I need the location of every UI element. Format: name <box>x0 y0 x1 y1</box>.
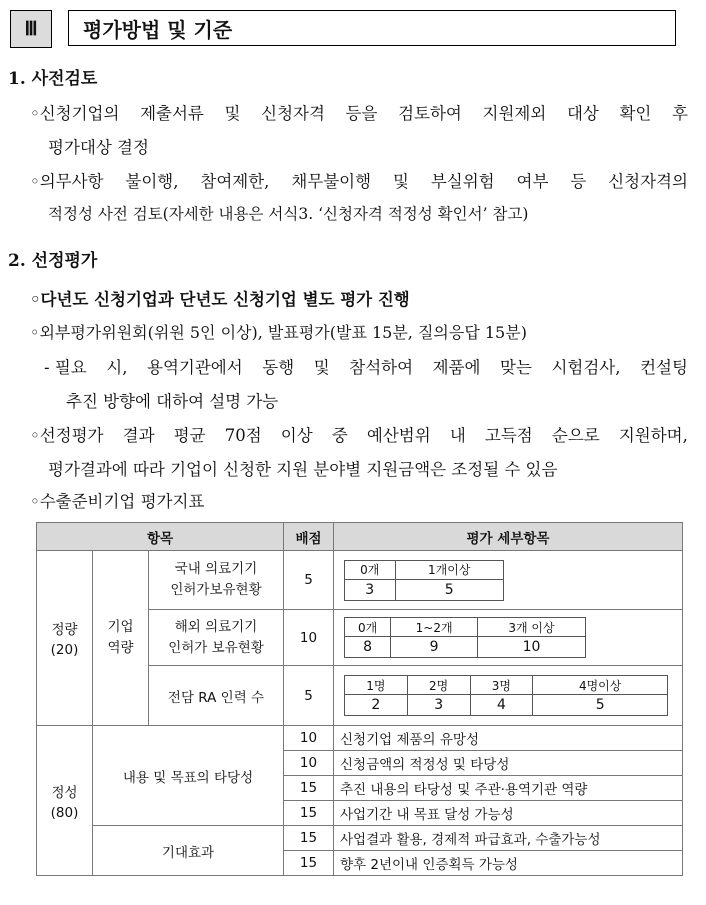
grid-value-cell: 10 <box>477 637 585 658</box>
word: 평균 <box>173 426 206 445</box>
s2-dash-line1 <box>44 354 688 378</box>
header-item: 항목 <box>37 523 284 551</box>
word: 부실위험 <box>430 172 495 191</box>
grid-header-cell: 2명 <box>407 676 470 695</box>
quant-row-score: 10 <box>284 610 334 666</box>
word: 참여제한, <box>200 172 270 191</box>
word: 맞는 <box>500 358 532 377</box>
word: - 필요 <box>44 358 87 377</box>
qual-row-score: 15 <box>284 826 334 851</box>
qual-row-score: 15 <box>284 851 334 876</box>
quant-label-cell <box>37 551 93 726</box>
qual-group1: 내용 및 목표의 타당성 <box>93 726 284 826</box>
grid-value-cell: 9 <box>391 637 478 658</box>
quant-points: (20) <box>50 642 79 658</box>
word: 내 <box>449 426 466 445</box>
score-grid <box>344 617 586 658</box>
qual-label: 정성 <box>51 784 78 801</box>
word: 제품에 <box>432 358 481 377</box>
word: 지원하며, <box>618 426 688 445</box>
table-row <box>37 551 683 610</box>
grid-value-row <box>345 695 668 716</box>
word: ◦의무사항 <box>30 172 104 191</box>
chapter-title: 평가방법 및 기준 <box>68 10 676 46</box>
word: 등 <box>570 172 587 191</box>
s1-bullet1-line2: 평가대상 결정 <box>48 138 149 157</box>
s1-bullet2-line1 <box>30 168 688 192</box>
table-header-row <box>37 523 683 551</box>
chapter-number: Ⅲ <box>10 10 52 48</box>
word: 컨설팅 <box>640 358 688 377</box>
grid-header-cell: 1명 <box>345 676 408 695</box>
word: 중 <box>331 426 348 445</box>
s1-bullet2-line2: 적정성 사전 검토(자세한 내용은 서식3. ‘신청자격 적정성 확인서’ 참고) <box>48 205 529 223</box>
word: 동행 <box>262 358 295 377</box>
grid-value-cell: 3 <box>345 579 396 600</box>
word: 및 <box>224 104 241 123</box>
grid-header-cell: 3개 이상 <box>477 618 585 637</box>
word: 제출서류 <box>140 104 204 123</box>
qual-row-text: 사업기간 내 목표 달성 가능성 <box>334 801 683 826</box>
word: 여부 <box>516 172 549 191</box>
grid-header-cell: 0개 <box>345 618 391 637</box>
grid-value-cell: 3 <box>407 695 470 716</box>
section1-heading: 1. 사전검토 <box>8 69 98 89</box>
quant-row-name: 국내 의료기기 인허가보유현황 <box>149 551 284 610</box>
word: 참석하여 <box>349 358 414 377</box>
grid-value-row <box>345 637 586 658</box>
grid-header-cell: 1개이상 <box>395 560 503 579</box>
section2-heading: 2. 선정평가 <box>8 251 98 271</box>
word: 고득점 <box>484 426 533 445</box>
qual-row-text: 신청금액의 적정성 및 타당성 <box>334 751 683 776</box>
evaluation-table <box>36 522 683 876</box>
word: 70점 <box>224 426 262 445</box>
qual-row-text: 신청기업 제품의 유망성 <box>334 726 683 751</box>
qual-row-text: 추진 내용의 타당성 및 주관·용역기관 역량 <box>334 776 683 801</box>
quant-row-name: 전담 RA 인력 수 <box>149 666 284 726</box>
grid-value-cell: 5 <box>395 579 503 600</box>
qual-label-cell <box>37 726 93 876</box>
qual-row-score: 15 <box>284 801 334 826</box>
grid-header-cell: 4명이상 <box>533 676 668 695</box>
score-grid <box>344 560 504 601</box>
s2-bullet3-line1 <box>30 422 688 446</box>
quant-group: 기업 역량 <box>93 551 149 726</box>
word: 불이행, <box>125 172 179 191</box>
word: 및 <box>392 172 409 191</box>
word: 용역기관에서 <box>147 358 243 377</box>
s2-bullet4: ◦수출준비기업 평가지표 <box>30 492 205 511</box>
table-row <box>37 826 683 851</box>
qual-row-text: 향후 2년이내 인증획득 가능성 <box>334 851 683 876</box>
quant-row-score: 5 <box>284 666 334 726</box>
quant-row-name: 해외 의료기기 인허가 보유현황 <box>149 610 284 666</box>
table-row <box>37 726 683 751</box>
quant-label: 정량 <box>51 622 78 638</box>
qual-row-score: 10 <box>284 751 334 776</box>
word: 시, <box>106 358 128 377</box>
quant-row-detail <box>334 610 683 666</box>
word: 검토하여 <box>398 104 462 123</box>
grid-value-cell: 2 <box>345 695 408 716</box>
chapter-header <box>10 10 678 48</box>
grid-header-cell: 1~2개 <box>391 618 478 637</box>
qual-group2: 기대효과 <box>93 826 284 876</box>
s2-bullet2: ◦외부평가위원회(위원 5인 이상), 발표평가(발표 15분, 질의응답 15분) <box>30 323 527 342</box>
qual-row-score: 15 <box>284 776 334 801</box>
grid-header-row <box>345 560 504 579</box>
word: ◦선정평가 <box>30 426 104 445</box>
s2-bullet3-line2: 평가결과에 따라 기업이 신청한 지원 분야별 지원금액은 조정될 수 있음 <box>48 460 558 479</box>
grid-value-row <box>345 579 504 600</box>
word: 등을 <box>345 104 378 123</box>
grid-header-cell: 3명 <box>470 676 533 695</box>
word: 시험검사, <box>551 358 621 377</box>
grid-header-row <box>345 676 668 695</box>
grid-value-cell: 5 <box>533 695 668 716</box>
header-score: 배점 <box>284 523 334 551</box>
grid-value-cell: 4 <box>470 695 533 716</box>
quant-row-detail <box>334 551 683 610</box>
word: 지원제외 <box>482 104 547 123</box>
word: 이상 <box>280 426 313 445</box>
word: 채무불이행 <box>291 172 372 191</box>
word: 및 <box>313 358 330 377</box>
quant-row-detail <box>334 666 683 726</box>
word: 신청자격의 <box>608 172 688 191</box>
qual-row-text: 사업결과 활용, 경제적 파급효과, 수출가능성 <box>334 826 683 851</box>
quant-row-score: 5 <box>284 551 334 610</box>
grid-value-cell: 8 <box>345 637 391 658</box>
word: 후 <box>672 104 688 123</box>
s2-dash-line2: 추진 방향에 대하여 설명 가능 <box>66 392 279 411</box>
qual-row-score: 10 <box>284 726 334 751</box>
word: 대상 <box>566 104 599 123</box>
word: 순으로 <box>551 426 600 445</box>
qual-points: (80) <box>50 804 79 821</box>
score-grid <box>344 675 668 716</box>
word: 결과 <box>122 426 155 445</box>
header-detail: 평가 세부항목 <box>334 523 683 551</box>
word: ◦신청기업의 <box>30 104 120 123</box>
word: 신청자격 <box>261 104 325 123</box>
s2-bold-line: ◦다년도 신청기업과 단년도 신청기업 별도 평가 진행 <box>30 290 410 309</box>
grid-header-cell: 0개 <box>345 560 396 579</box>
s1-bullet1-line1 <box>30 100 688 124</box>
grid-header-row <box>345 618 586 637</box>
word: 예산범위 <box>366 426 431 445</box>
word: 확인 <box>619 104 652 123</box>
